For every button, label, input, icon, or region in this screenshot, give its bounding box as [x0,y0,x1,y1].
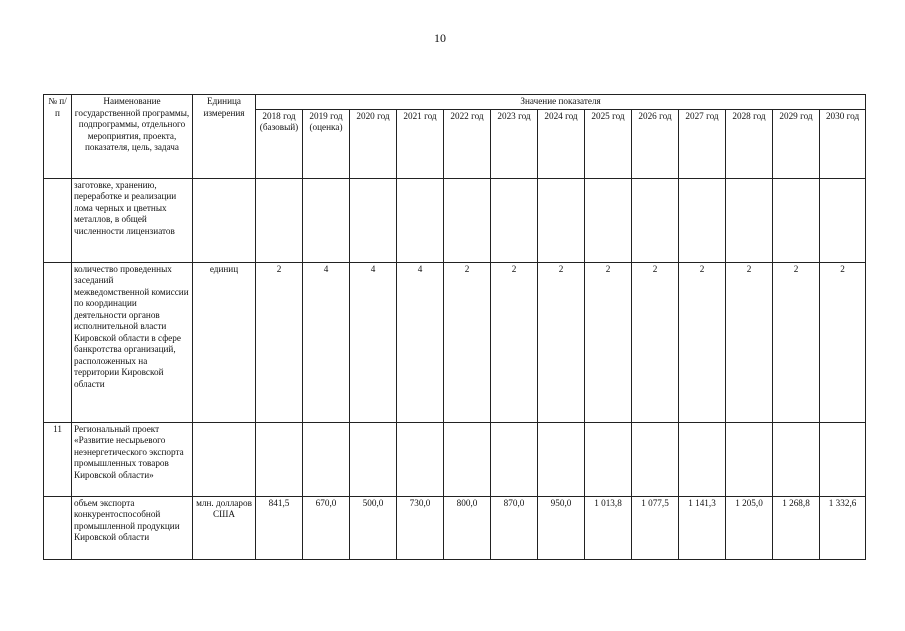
header-year: 2025 год [585,109,632,178]
row-value [679,178,726,262]
table-row [44,178,866,262]
row-value: 2 [538,262,585,422]
row-value: 950,0 [538,496,585,559]
table-header [44,95,866,179]
row-value [397,422,444,496]
row-value [726,178,773,262]
row-value: 670,0 [303,496,350,559]
row-value [538,422,585,496]
header-year: 2028 год [726,109,773,178]
row-value [491,422,538,496]
header-year: 2018 год (базовый) [256,109,303,178]
row-name: заготовке, хранению, переработке и реализации лома черных и цветных металлов, в общей численности лицензиатов [72,178,193,262]
row-num [44,496,72,559]
row-num [44,262,72,422]
row-value [632,178,679,262]
row-value: 2 [585,262,632,422]
row-value [303,178,350,262]
row-num: 11 [44,422,72,496]
row-value [350,178,397,262]
row-value [538,178,585,262]
header-name: Наименование государственной программы, подпрограммы, отдельного мероприятия, проекта, показателя, цель, задача [72,95,193,179]
row-value: 2 [256,262,303,422]
header-year: 2030 год [820,109,866,178]
row-value: 1 141,3 [679,496,726,559]
table-row [44,496,866,559]
row-value [397,178,444,262]
row-value: 2 [491,262,538,422]
row-value: 1 268,8 [773,496,820,559]
header-unit: Единица измерения [193,95,256,179]
row-value: 1 205,0 [726,496,773,559]
row-value: 2 [773,262,820,422]
header-year: 2024 год [538,109,585,178]
row-value [726,422,773,496]
row-value [491,178,538,262]
row-value [820,422,866,496]
row-value [585,422,632,496]
header-year: 2022 год [444,109,491,178]
row-name: Региональный проект «Развитие несырьевого неэнергетического экспорта промышленных товаров Кировской области» [72,422,193,496]
row-value [256,178,303,262]
row-unit: единиц [193,262,256,422]
row-name: количество проведенных заседаний межведомственной комиссии по координации деятельности органов исполнительной власти Кировской области в сфере банкротства организаций, расположенных на территории Кировской области [72,262,193,422]
row-value [585,178,632,262]
row-unit [193,422,256,496]
row-value [773,178,820,262]
page-number: 10 [434,31,446,45]
header-year: 2029 год [773,109,820,178]
header-year: 2027 год [679,109,726,178]
row-value [256,422,303,496]
row-num [44,178,72,262]
header-year: 2026 год [632,109,679,178]
row-value [820,178,866,262]
header-values-group: Значение показателя [256,95,866,110]
row-value: 841,5 [256,496,303,559]
row-value: 870,0 [491,496,538,559]
row-value: 2 [444,262,491,422]
row-value: 4 [303,262,350,422]
table-row [44,422,866,496]
row-value: 1 013,8 [585,496,632,559]
row-name: объем экспорта конкурентоспособной промышленной продукции Кировской области [72,496,193,559]
row-value: 730,0 [397,496,444,559]
indicators-table [43,94,866,560]
row-value: 800,0 [444,496,491,559]
row-unit [193,178,256,262]
row-value [350,422,397,496]
row-value [679,422,726,496]
row-value: 4 [397,262,444,422]
row-value [303,422,350,496]
row-value [632,422,679,496]
header-year: 2023 год [491,109,538,178]
row-value [773,422,820,496]
row-value [444,422,491,496]
row-value: 2 [726,262,773,422]
row-unit: млн. долларов США [193,496,256,559]
row-value [444,178,491,262]
row-value: 1 077,5 [632,496,679,559]
row-value: 4 [350,262,397,422]
row-value: 2 [820,262,866,422]
table-row [44,262,866,422]
row-value: 2 [679,262,726,422]
header-num: № п/п [44,95,72,179]
header-year: 2021 год [397,109,444,178]
row-value: 2 [632,262,679,422]
row-value: 500,0 [350,496,397,559]
header-year: 2020 год [350,109,397,178]
row-value: 1 332,6 [820,496,866,559]
header-year: 2019 год (оценка) [303,109,350,178]
